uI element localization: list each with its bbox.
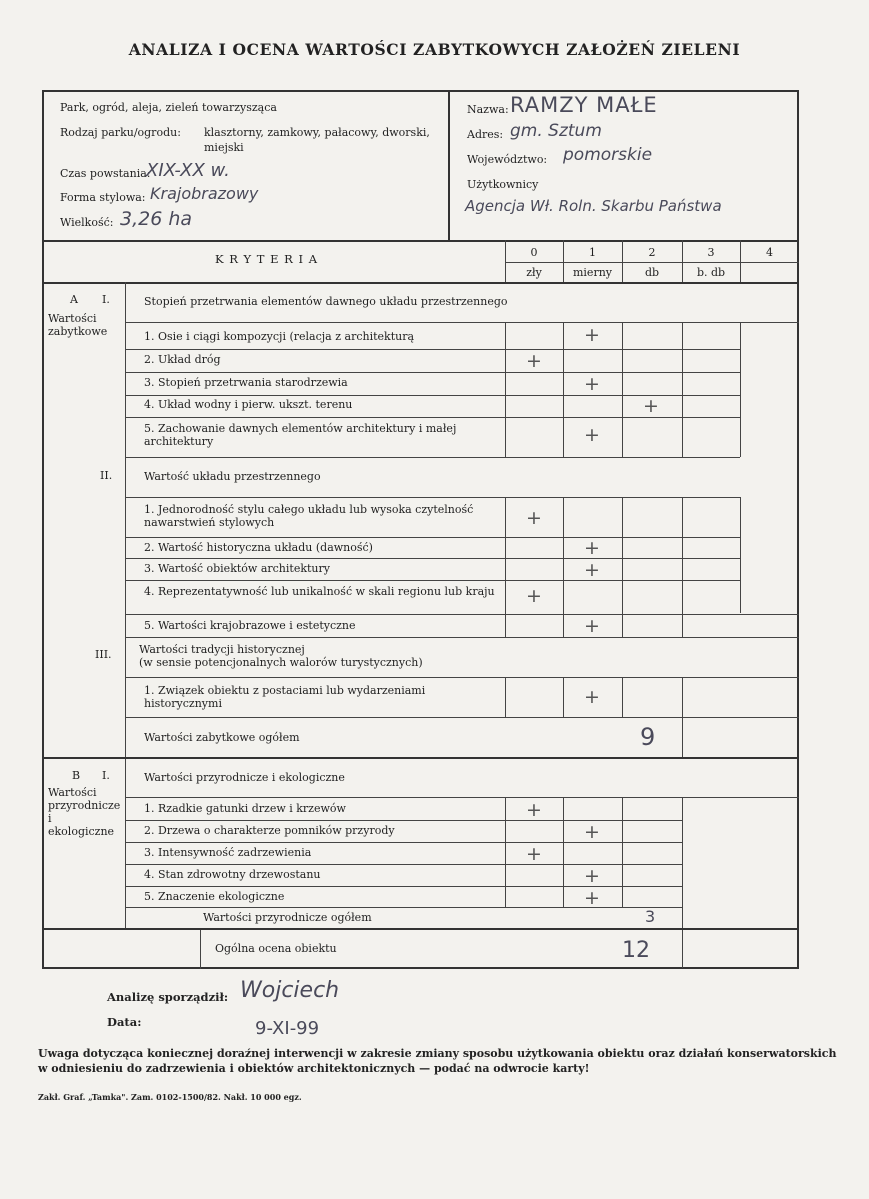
period-label: Czas powstania: [60, 167, 151, 180]
a1-item-4: 4. Układ wodny i pierw. ukszt. terenu [144, 398, 353, 411]
score-col-1-label: mierny [572, 266, 612, 279]
size-label: Wielkość: [60, 216, 114, 229]
a1-item-1-mark: + [584, 324, 600, 346]
date-value: 9-XI-99 [255, 1018, 320, 1039]
prepared-by-signature: Wojciech [240, 978, 340, 1003]
date-label: Data: [107, 1015, 142, 1029]
style-value: Krajobrazowy [150, 184, 259, 203]
score-col-0-label: zły [526, 266, 542, 279]
park-kind-options: klasztorny, zamkowy, pałacowy, dworski, [204, 126, 430, 139]
a1-item-3: 3. Stopień przetrwania starodrzewia [144, 376, 348, 389]
section-a-group-2-num: II. [100, 469, 113, 482]
a1-item-3-mark: + [584, 373, 600, 395]
b-item-3-mark: + [526, 843, 542, 865]
style-label: Forma stylowa: [60, 191, 146, 204]
a2-item-2: 2. Wartość historyczna układu (dawność) [144, 541, 373, 554]
section-b-total-value: 3 [645, 907, 656, 926]
a2-item-3-mark: + [584, 559, 600, 581]
a2-item-1-mark: + [526, 507, 542, 529]
section-a-group-1-num: I. [102, 293, 110, 306]
page-title: ANALIZA I OCENA WARTOŚCI ZABYTKOWYCH ZAŁOŻEŃ ZIELENI [128, 40, 741, 59]
section-a-total-label: Wartości zabytkowe ogółem [144, 731, 300, 744]
park-kind-label: Rodzaj parku/ogrodu: [60, 126, 181, 139]
b-item-5: 5. Znaczenie ekologiczne [144, 890, 285, 903]
print-info: Zakł. Graf. „Tamka". Zam. 0102-1500/82. Nakł. 10 000 egz. [38, 1092, 302, 1102]
a1-item-2: 2. Układ dróg [144, 353, 221, 366]
a2-item-1: 1. Jednorodność stylu całego układu lub wysoka czytelność nawarstwień stylowych [144, 503, 474, 529]
score-col-3-label: b. db [696, 266, 726, 279]
group-3-subtitle: (w sensie potencjonalnych walorów turystycznych) [139, 656, 423, 669]
b-item-1-mark: + [526, 799, 542, 821]
score-col-4-num: 4 [766, 246, 773, 259]
a2-item-2-mark: + [584, 537, 600, 559]
a1-item-4-mark: + [643, 395, 659, 417]
b-item-4-mark: + [584, 865, 600, 887]
size-value: 3,26 ha [120, 208, 193, 230]
name-label: Nazwa: [467, 103, 509, 116]
b-item-2-mark: + [584, 821, 600, 843]
score-col-2-label: db [644, 266, 660, 279]
score-col-1-num: 1 [589, 246, 596, 259]
period-value: XIX-XX w. [146, 160, 230, 181]
info-divider [448, 92, 450, 240]
name-value: RAMZY MAŁE [510, 93, 658, 117]
criteria-header-bottom [42, 282, 799, 284]
a3-item-1: 1. Związek obiektu z postaciami lub wydarzeniami historycznymi [144, 684, 426, 710]
section-a-total-value: 9 [640, 723, 656, 751]
score-col-2-num: 2 [648, 246, 656, 259]
a2-item-4: 4. Reprezentatywność lub unikalność w skali regionu lub kraju [144, 585, 495, 598]
group-2-title: Wartość układu przestrzennego [144, 470, 321, 483]
b-item-5-mark: + [584, 887, 600, 909]
intervention-note: Uwaga dotycząca koniecznej doraźnej interwencji w zakresie zmiany sposobu użytkowania obiektu oraz działań konserwatorskich w odniesieniu do zadrzewienia i obiektów architektonicznych — podać na odwrocie karty! [38, 1047, 837, 1075]
a1-item-1: 1. Osie i ciągi kompozycji (relacja z architekturą [144, 330, 415, 343]
a3-item-1-mark: + [584, 686, 600, 708]
group-1-title: Stopień przetrwania elementów dawnego układu przestrzennego [144, 295, 508, 308]
section-b-title: Wartości przyrodnicze i ekologiczne [144, 771, 345, 784]
b-item-1: 1. Rzadkie gatunki drzew i krzewów [144, 802, 346, 815]
criteria-top-line [42, 240, 799, 242]
section-b-total-label: Wartości przyrodnicze ogółem [203, 911, 372, 924]
overall-top-line [42, 928, 799, 930]
section-b-top-line [42, 757, 799, 759]
b-item-3: 3. Intensywność zadrzewienia [144, 846, 312, 859]
a1-item-2-mark: + [526, 350, 542, 372]
score-col-3-num: 3 [707, 246, 715, 259]
voivodeship-label: Województwo: [467, 153, 548, 166]
address-value: gm. Sztum [510, 121, 602, 141]
overall-value: 12 [622, 938, 650, 963]
prepared-by-label: Analizę sporządził: [107, 990, 229, 1004]
a2-item-3: 3. Wartość obiektów architektury [144, 562, 330, 575]
park-kind-options-2: miejski [204, 141, 244, 154]
score-col-0-num: 0 [530, 246, 538, 259]
a1-item-5: 5. Zachowanie dawnych elementów architektury i małej architektury [144, 422, 457, 448]
voivodeship-value: pomorskie [563, 145, 653, 165]
section-b-name: Wartości przyrodnicze i ekologiczne [48, 786, 121, 838]
section-b-num: I. [102, 769, 110, 782]
a2-item-4-mark: + [526, 585, 542, 607]
section-a-group-3-num: III. [95, 648, 112, 661]
users-label: Użytkownicy [467, 178, 539, 191]
b-item-2: 2. Drzewa o charakterze pomników przyrody [144, 824, 395, 837]
a1-item-5-mark: + [584, 424, 600, 446]
section-a-letter: A [70, 293, 78, 306]
section-b-letter: B [72, 769, 81, 782]
a2-item-5: 5. Wartości krajobrazowe i estetyczne [144, 619, 356, 632]
a2-item-5-mark: + [584, 615, 600, 637]
park-type-line: Park, ogród, aleja, zieleń towarzysząca [60, 101, 277, 114]
criteria-header: K R Y T E R I A [215, 252, 319, 266]
group-3-title: Wartości tradycji historycznej [139, 643, 305, 656]
score-header-split [505, 262, 799, 263]
overall-label: Ogólna ocena obiektu [215, 942, 337, 955]
b-item-4: 4. Stan zdrowotny drzewostanu [144, 868, 321, 881]
address-label: Adres: [467, 128, 504, 141]
section-divider [125, 282, 126, 928]
users-value: Agencja Wł. Roln. Skarbu Państwa [465, 197, 722, 215]
section-a-name: Wartości zabytkowe [48, 312, 108, 338]
